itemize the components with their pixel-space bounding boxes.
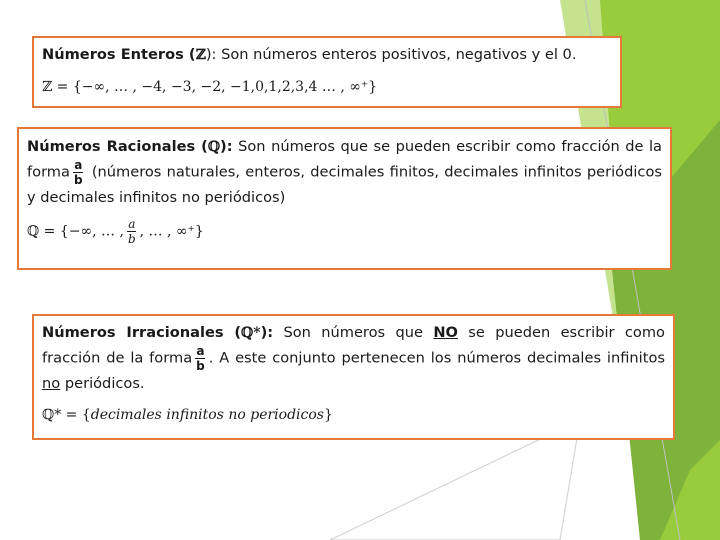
racionales-formula-start: ℚ = {−∞, … , xyxy=(27,223,124,240)
irracionales-formula-end: } xyxy=(323,407,333,423)
fraction-numerator: a xyxy=(74,158,83,172)
irracionales-symbol: ℚ* xyxy=(241,325,261,341)
irracionales-title-close: ): xyxy=(260,324,274,341)
irracionales-fraction xyxy=(195,345,206,372)
enteros-formula: ℤ = {−∞, … , −4, −3, −2, −1,0,1,2,3,4 … , ∞⁺} xyxy=(42,79,378,95)
irracionales-formula-set: decimales infinitos no periodicos xyxy=(90,407,324,423)
fraction-numerator: a xyxy=(196,344,205,358)
enteros-title-close: ) xyxy=(205,46,212,63)
irracionales-definition xyxy=(42,321,665,395)
irracionales-no-emphasis: NO xyxy=(433,324,458,341)
irracionales-formula-start: ℚ* = { xyxy=(42,407,91,423)
enteros-title: Números Enteros ( xyxy=(42,46,196,63)
fraction-denominator: b xyxy=(127,232,136,246)
racionales-title-close: ): xyxy=(220,138,233,155)
irracionales-box xyxy=(32,314,675,440)
racionales-desc-2: (números naturales, enteros, decimales finitos, decimales infinitos periódicos y decimales infinitos no periódicos) xyxy=(27,163,662,206)
racionales-symbol: ℚ xyxy=(207,139,221,155)
enteros-box xyxy=(32,36,622,108)
fraction-denominator: b xyxy=(196,359,205,373)
racionales-box xyxy=(17,127,672,270)
irracionales-desc-2: se pueden escribir como fracción de la forma xyxy=(42,324,665,367)
racionales-formula-fraction xyxy=(127,218,137,245)
racionales-title: Números Racionales ( xyxy=(27,138,208,155)
racionales-fraction xyxy=(73,159,84,186)
racionales-formula xyxy=(27,218,662,245)
racionales-desc-1: Son números que se pueden escribir como fracción de la forma xyxy=(27,138,663,181)
racionales-formula-end: , … , ∞⁺} xyxy=(139,223,204,240)
irracionales-no-underlined: no xyxy=(42,375,61,392)
irracionales-formula xyxy=(42,404,665,427)
racionales-definition xyxy=(27,135,662,209)
irracionales-desc-3: . A este conjunto pertenecen los números decimales infinitos xyxy=(208,349,665,367)
enteros-description: : Son números enteros positivos, negativos y el 0. xyxy=(211,46,577,63)
irracionales-desc-4: periódicos. xyxy=(60,375,145,392)
irracionales-desc-1: Son números que xyxy=(273,324,434,341)
enteros-definition xyxy=(42,43,612,67)
fraction-denominator: b xyxy=(73,173,83,187)
fraction-numerator: a xyxy=(128,217,136,231)
irracionales-title: Números Irracionales ( xyxy=(42,324,242,341)
enteros-symbol: ℤ xyxy=(195,47,206,63)
